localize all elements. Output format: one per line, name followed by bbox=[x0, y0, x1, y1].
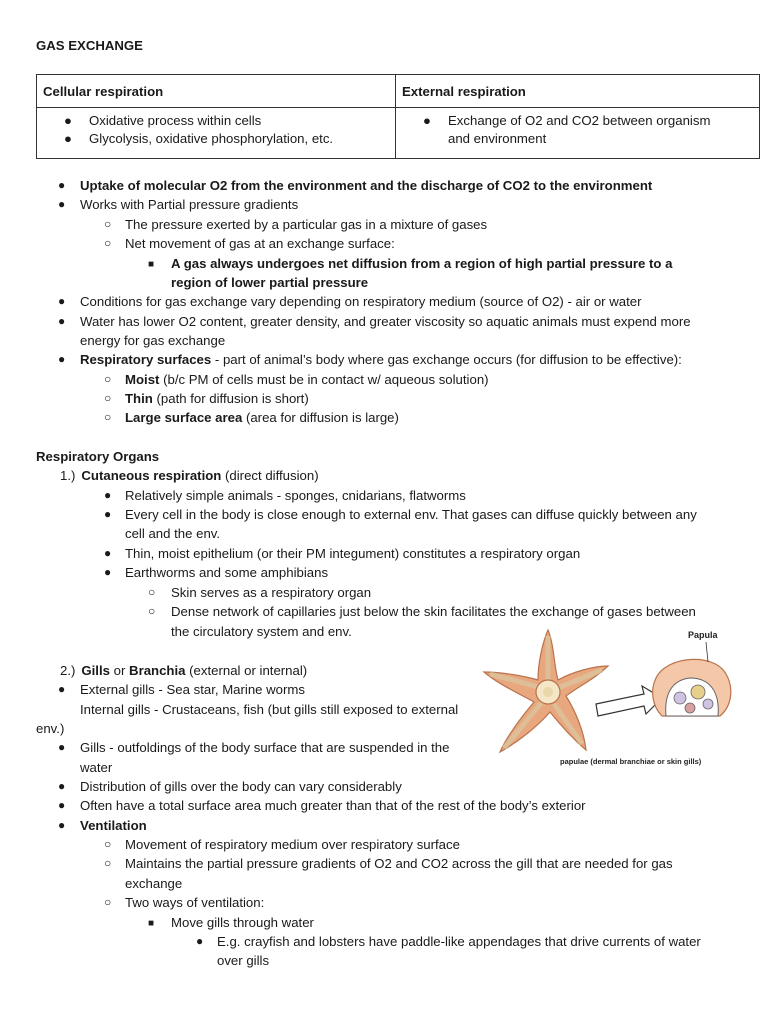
text-line: energy for gas exchange bbox=[80, 333, 226, 348]
table-header-cellular: Cellular respiration bbox=[37, 75, 396, 108]
text-line: exchange bbox=[125, 876, 183, 891]
list-item: ● Gills - outfoldings of the body surface that are suspended in the bbox=[58, 740, 450, 755]
list-item: ○ Thin (path for diffusion is short) bbox=[104, 391, 309, 406]
list-item: ● Oxidative process within cells bbox=[64, 113, 262, 128]
text-line: region of lower partial pressure bbox=[171, 275, 369, 290]
list-item: ■ Move gills through water bbox=[148, 915, 314, 930]
table-cell-cellular bbox=[37, 108, 396, 159]
table-row bbox=[37, 108, 760, 159]
respiration-table bbox=[36, 74, 760, 159]
list-item: ○ Moist (b/c PM of cells must be in contact w/ aqueous solution) bbox=[104, 372, 489, 387]
list-item: ○ Skin serves as a respiratory organ bbox=[148, 585, 372, 600]
list-item: ● Glycolysis, oxidative phosphorylation, etc. bbox=[64, 131, 334, 146]
list-item: ● Relatively simple animals - sponges, cnidarians, flatworms bbox=[104, 488, 466, 503]
text-line: env.) bbox=[36, 721, 65, 736]
list-item: ● Ventilation bbox=[58, 818, 147, 833]
table-cell-external bbox=[396, 108, 760, 159]
papulae-figure bbox=[476, 622, 738, 772]
list-item: ● Conditions for gas exchange vary depending on respiratory medium (source of O2) - air or water bbox=[58, 294, 642, 309]
list-item: ● Water has lower O2 content, greater density, and greater viscosity so aquatic animals must expend more bbox=[58, 314, 691, 329]
list-item: ○ Net movement of gas at an exchange surface: bbox=[104, 236, 395, 251]
figure-label: Papula bbox=[688, 630, 718, 640]
list-item: ■ A gas always undergoes net diffusion from a region of high partial pressure to a bbox=[148, 256, 673, 271]
list-item: ○ The pressure exerted by a particular gas in a mixture of gases bbox=[104, 217, 488, 232]
papula-closeup-icon bbox=[653, 642, 731, 716]
list-item: ● Thin, moist epithelium (or their PM integument) constitutes a respiratory organ bbox=[104, 546, 581, 561]
list-item: ● Works with Partial pressure gradients bbox=[58, 197, 299, 212]
list-item: ○ Large surface area (area for diffusion is large) bbox=[104, 410, 399, 425]
text-line: the circulatory system and env. bbox=[171, 624, 352, 639]
section-heading: Respiratory Organs bbox=[36, 449, 160, 464]
list-item: ● Earthworms and some amphibians bbox=[104, 565, 329, 580]
list-item: ○ Dense network of capillaries just below the skin facilitates the exchange of gases between bbox=[148, 604, 696, 619]
figure-caption: papulae (dermal branchiae or skin gills) bbox=[560, 757, 702, 766]
table-header-external: External respiration bbox=[396, 75, 760, 108]
text-line: over gills bbox=[217, 953, 270, 968]
text-line: cell and the env. bbox=[125, 526, 221, 541]
list-item: ● Often have a total surface area much greater than that of the rest of the body’s exterior bbox=[58, 798, 586, 813]
list-item: ○ Maintains the partial pressure gradients of O2 and CO2 across the gill that are needed for gas bbox=[104, 856, 673, 871]
table-header-row bbox=[37, 75, 760, 108]
numbered-heading: 1.) Cutaneous respiration (direct diffusion) bbox=[60, 468, 319, 483]
text-line: Internal gills - Crustaceans, fish (but gills still exposed to external bbox=[80, 702, 459, 717]
list-item: ● Uptake of molecular O2 from the environment and the discharge of CO2 to the environment bbox=[58, 178, 653, 193]
text-line: water bbox=[80, 760, 113, 775]
sea-star-illustration bbox=[476, 622, 738, 772]
list-item: ● Respiratory surfaces - part of animal’s body where gas exchange occurs (for diffusion to be effective): bbox=[58, 352, 682, 367]
list-item: ○ Movement of respiratory medium over respiratory surface bbox=[104, 837, 460, 852]
list-item: ● External gills - Sea star, Marine worms bbox=[58, 682, 305, 697]
list-item: ● Every cell in the body is close enough to external env. That gases can diffuse quickly between any bbox=[104, 507, 697, 522]
list-item: ○ Two ways of ventilation: bbox=[104, 895, 265, 910]
list-item: ● Exchange of O2 and CO2 between organism and environment bbox=[423, 113, 711, 146]
list-item: ● Distribution of gills over the body can vary considerably bbox=[58, 779, 402, 794]
list-item: ● E.g. crayfish and lobsters have paddle-like appendages that drive currents of water bbox=[196, 934, 701, 949]
numbered-heading: 2.) Gills or Branchia (external or internal) bbox=[60, 663, 308, 678]
page-title: GAS EXCHANGE bbox=[36, 38, 143, 53]
sea-star-icon bbox=[484, 630, 608, 752]
